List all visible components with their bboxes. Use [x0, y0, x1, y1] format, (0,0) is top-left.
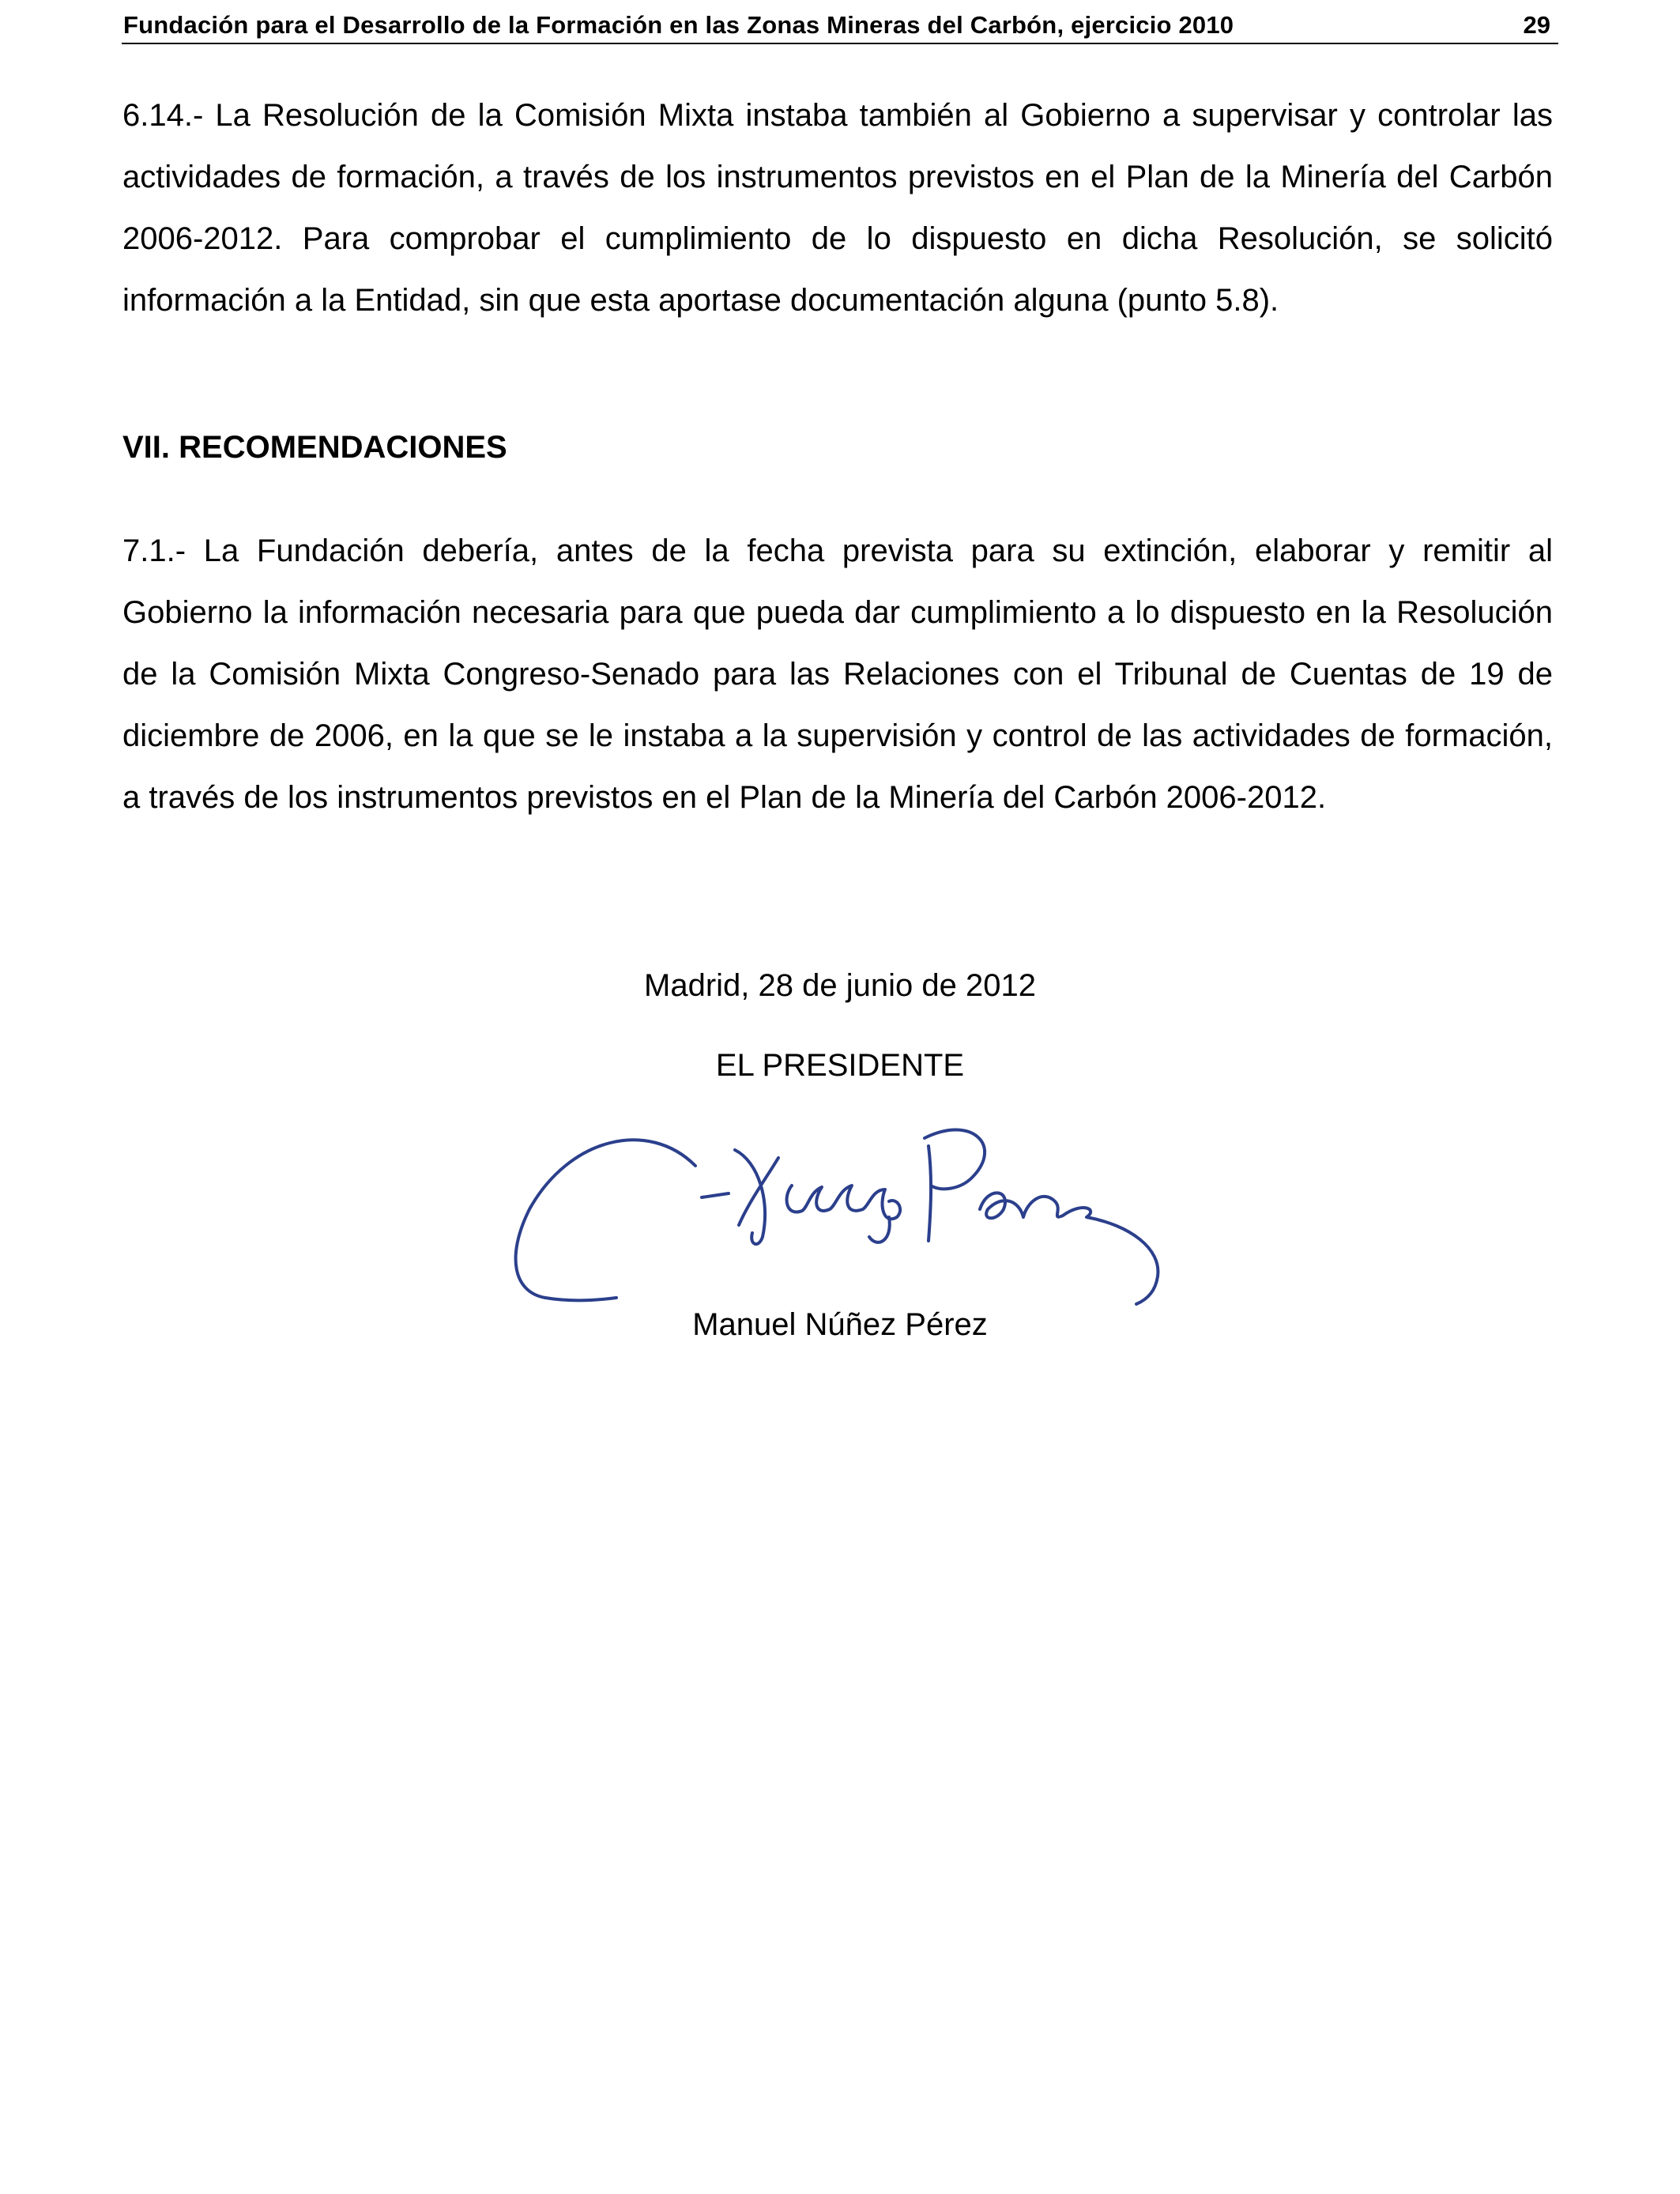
signature-tail-stroke: [980, 1193, 1158, 1304]
signature-p-stroke: [929, 1146, 931, 1241]
signature-descender-stroke: [869, 1217, 890, 1242]
paragraph-7-1: 7.1.- La Fundación debería, antes de la fecha prevista para su extinción, elaborar y remitir al Gobierno la información necesaria para que pueda dar cumplimiento a lo dispuesto en la Resolución de la Comisión Mixta Congreso-Senado para las Relaciones con el Tribunal de Cuentas de 19 de diciembre de 2006, en la que se le instaba a la supervisión y control de las actividades de formación, a través de los instrumentos previstos en el Plan de la Minería del Carbón 2006-2012.: [122, 533, 1553, 815]
signature-dash-stroke: [702, 1193, 729, 1197]
signature-loop-stroke: [516, 1140, 695, 1300]
page-number: 29: [1523, 11, 1550, 39]
signer-name: Manuel Núñez Pérez: [692, 1307, 988, 1342]
handwritten-signature: [498, 1091, 1193, 1312]
signature-letters-stroke: [787, 1186, 901, 1219]
header-title: Fundación para el Desarrollo de la Formación en las Zonas Mineras del Carbón, ejercicio 2010: [123, 11, 1234, 39]
place-date: Madrid, 28 de junio de 2012: [644, 968, 1036, 1003]
signature-x-stroke: [735, 1150, 765, 1244]
paragraph-6-14: 6.14.- La Resolución de la Comisión Mixta instaba también al Gobierno a supervisar y controlar las actividades de formación, a través de los instrumentos previstos en el Plan de la Minería del Carbón 2006-2012. Para comprobar el cumplimiento de lo dispuesto en dicha Resolución, se solicitó información a la Entidad, sin que esta aportase documentación alguna (punto 5.8).: [122, 98, 1553, 318]
page-header: [122, 5, 1558, 44]
section-heading-recomendaciones: VII. RECOMENDACIONES: [122, 430, 507, 465]
signature-x-cross-stroke: [739, 1158, 778, 1225]
signer-role: EL PRESIDENTE: [715, 1048, 965, 1083]
signature-p-bowl-stroke: [925, 1130, 985, 1189]
